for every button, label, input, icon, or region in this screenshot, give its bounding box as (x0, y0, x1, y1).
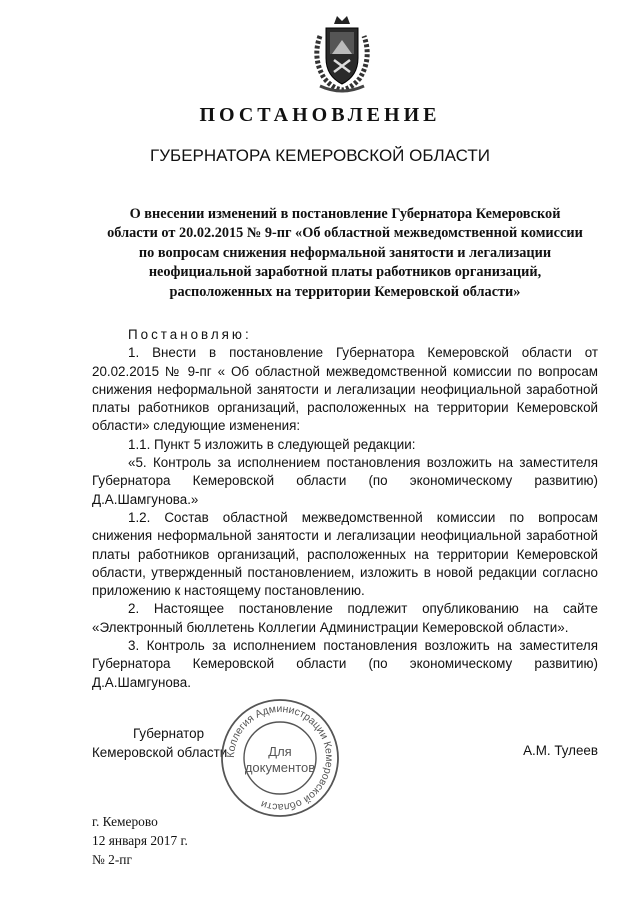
signature-position-line: Губернатор (133, 726, 205, 741)
official-stamp (218, 696, 342, 820)
document-heading (92, 205, 598, 302)
stamp-ring-text: Коллегия Администрации Кемеровской области (224, 702, 336, 814)
signature-position (92, 724, 227, 762)
heading-line: по вопросам снижения неформальной занятости и легализации (138, 244, 552, 261)
paragraph-1-1: 1.1. Пункт 5 изложить в следующей редакции: (128, 436, 416, 452)
paragraph-1-1-quote: «5. Контроль за исполнением постановления возложить на заместителя Губернатора Кемеровской области (по экономическому развитию) (92, 455, 598, 489)
signature-position-line: Кемеровской области (92, 745, 228, 760)
heading-line: О внесении изменений в постановление Губернатора Кемеровской (129, 206, 561, 222)
document-title: ПОСТАНОВЛЕНИЕ (199, 104, 441, 126)
document-subtitle: ГУБЕРНАТОРА КЕМЕРОВСКОЙ ОБЛАСТИ (150, 146, 490, 165)
paragraph-3: 3. Контроль за исполнением постановления возложить на заместителя Губернатора Кемеровской области (по экономическому развитию) (92, 638, 598, 672)
footer-city: г. Кемерово (92, 814, 158, 829)
signature-name: А.М. Тулеев (523, 743, 598, 758)
coat-of-arms-icon (306, 12, 378, 94)
document-footer (92, 812, 188, 869)
document-body (92, 326, 598, 692)
heading-line: неофициальной заработной платы работников организаций, (148, 264, 542, 281)
lead-text: Постановляю: (128, 327, 252, 342)
paragraph-1-2: 1.2. Состав областной межведомственной комиссии по вопросам снижения неформальной занятости и легализации неофициальной заработной платы работников организаций, расположенных на территории Кемеровской области, утвержденный постановлением, изложить в новой редакции согласно приложению к настоящему постановлению. (92, 509, 598, 599)
paragraph-2: 2. Настоящее постановление подлежит опубликованию на сайте «Электронный бюллетень Коллегии Администрации Кемеровской области». (92, 601, 598, 635)
stamp-center-line: документов (244, 760, 316, 775)
paragraph-1: 1. Внести в постановление Губернатора Кемеровской области от 20.02.2015 № 9-пг « Об областной межведомственной комиссии по вопросам снижения неформальной занятости и легализации неофициальной заработной платы работников организаций, расположенных на территории Кемеровской области» следующие изменения: (92, 345, 598, 434)
heading-line: расположенных на территории Кемеровской области» (169, 283, 521, 300)
paragraph-1-1-quote-end: Д.А.Шамгунова.» (92, 491, 199, 507)
footer-number: № 2-пг (92, 852, 132, 867)
footer-date: 12 января 2017 г. (92, 833, 188, 848)
paragraph-3-end: Д.А.Шамгунова. (92, 674, 191, 690)
stamp-center-line: Для (268, 744, 292, 759)
heading-line: области от 20.02.2015 № 9-пг «Об областной межведомственной комиссии (107, 225, 583, 242)
